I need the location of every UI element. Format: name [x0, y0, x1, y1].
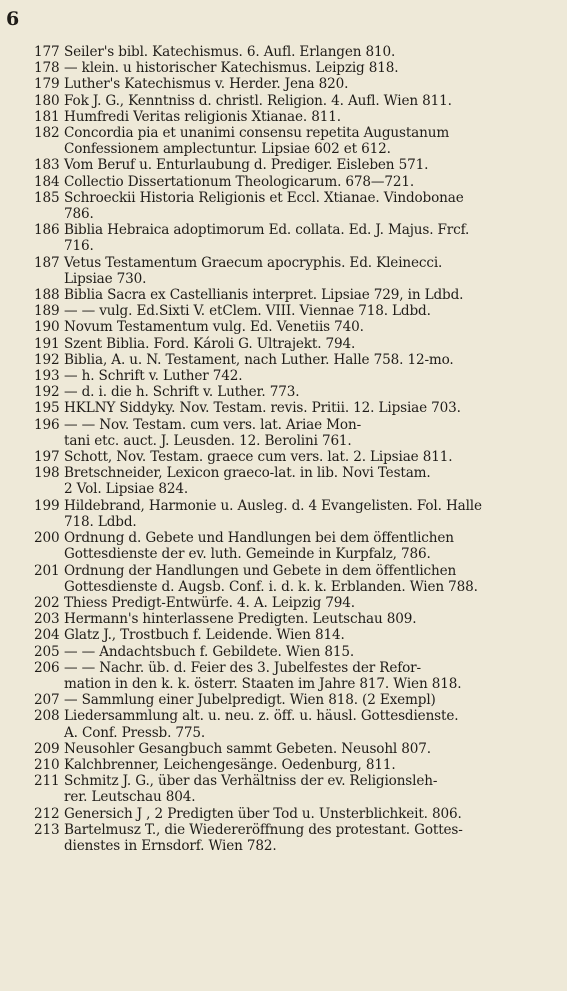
catalog-entry	[34, 757, 554, 773]
entry-number: 206	[34, 659, 60, 676]
entry-text: Thiess Predigt-Entwürfe. 4. A. Leipzig 794.	[64, 594, 355, 611]
catalog-entry	[34, 773, 554, 805]
entry-number: 184	[34, 173, 60, 190]
entry-number: 192	[34, 351, 60, 368]
entry-text: Luther's Katechismus v. Herder. Jena 820.	[64, 76, 349, 93]
entry-text: — — Nachr. üb. d. Feier des 3. Jubelfestes der Refor- mation in den k. k. österr. Staaten im Jahre 817. Wien 818.	[64, 659, 462, 692]
catalog-entry	[34, 692, 554, 708]
catalog-entry	[34, 319, 554, 335]
entry-text: Concordia pia et unanimi consensu repetita Augustanum Confessionem amplectuntur. Lipsiae 602 et 612.	[64, 125, 450, 158]
entry-text: Vetus Testamentum Graecum apocryphis. Ed. Kleinecci. Lipsiae 730.	[64, 254, 443, 287]
entry-number: 192	[34, 384, 60, 401]
page-number: 6	[6, 8, 20, 30]
catalog-entry	[34, 530, 554, 562]
entry-text: Humfredi Veritas religionis Xtianae. 811.	[64, 108, 341, 125]
entry-number: 189	[34, 303, 60, 320]
entry-text: — — Andachtsbuch f. Gebildete. Wien 815.	[64, 643, 355, 660]
entry-text: — d. i. die h. Schrift v. Luther. 773.	[64, 384, 300, 401]
entry-text: Schmitz J. G., über das Verhältniss der ev. Religionsleh- rer. Leutschau 804.	[64, 773, 438, 806]
entry-text: Seiler's bibl. Katechismus. 6. Aufl. Erlangen 810.	[64, 44, 396, 60]
catalog-entry	[34, 303, 554, 319]
entry-text: Ordnung der Handlungen und Gebete in dem öffentlichen Gottesdienste d. Augsb. Conf. i. d. k. k. Erblanden. Wien 788.	[64, 562, 478, 595]
catalog-entry	[34, 190, 554, 222]
catalog-entry	[34, 741, 554, 757]
catalog-entry	[34, 465, 554, 497]
catalog-entry	[34, 806, 554, 822]
entry-number: 208	[34, 708, 60, 725]
entry-number: 179	[34, 76, 60, 93]
catalog-entry	[34, 222, 554, 254]
entry-number: 205	[34, 643, 60, 660]
entry-number: 210	[34, 756, 60, 773]
entry-number: 207	[34, 692, 60, 709]
entry-number: 177	[34, 44, 60, 60]
entry-number: 193	[34, 368, 60, 385]
catalog-entry	[34, 611, 554, 627]
entry-number: 209	[34, 740, 60, 757]
catalog-entry	[34, 287, 554, 303]
entry-number: 197	[34, 449, 60, 466]
entry-number: 199	[34, 497, 60, 514]
entry-number: 180	[34, 92, 60, 109]
entry-text: — — Nov. Testam. cum vers. lat. Ariae Mon- tani etc. auct. J. Leusden. 12. Berolini 761.	[64, 416, 362, 449]
entry-text: Glatz J., Trostbuch f. Leidende. Wien 814.	[64, 627, 345, 644]
entry-number: 182	[34, 125, 60, 142]
catalog-entry	[34, 595, 554, 611]
catalog-entry	[34, 76, 554, 92]
entry-text: Vom Beruf u. Enturlaubung d. Prediger. Eisleben 571.	[64, 157, 429, 174]
entry-text: Novum Testamentum vulg. Ed. Venetiis 740.	[64, 319, 364, 336]
catalog-entry	[34, 627, 554, 643]
catalog-entry	[34, 157, 554, 173]
entry-text: Biblia Hebraica adoptimorum Ed. collata. Ed. J. Majus. Frcf. 716.	[64, 222, 470, 255]
entry-number: 213	[34, 821, 60, 838]
entry-text: Collectio Dissertationum Theologicarum. 678—721.	[64, 173, 415, 190]
catalog-entry	[34, 400, 554, 416]
catalog-entry	[34, 449, 554, 465]
entry-text: Ordnung d. Gebete und Handlungen bei dem öffentlichen Gottesdienste der ev. luth. Gemeinde in Kurpfalz, 786.	[64, 530, 454, 563]
entry-text: Hildebrand, Harmonie u. Ausleg. d. 4 Evangelisten. Fol. Halle 718. Ldbd.	[64, 497, 482, 530]
entry-number: 188	[34, 287, 60, 304]
entry-text: Biblia Sacra ex Castellianis interpret. Lipsiae 729, in Ldbd.	[64, 287, 464, 304]
entry-number: 211	[34, 773, 60, 790]
entry-number: 185	[34, 189, 60, 206]
entry-number: 191	[34, 335, 60, 352]
catalog-entry	[34, 336, 554, 352]
catalog-entry	[34, 660, 554, 692]
entry-text: — h. Schrift v. Luther 742.	[64, 368, 243, 385]
entry-text: Liedersammlung alt. u. neu. z. öff. u. häusl. Gottesdienste. A. Conf. Pressb. 775.	[64, 708, 459, 741]
catalog-entry	[34, 44, 554, 60]
entry-text: HKLNY Siddyky. Nov. Testam. revis. Pritii. 12. Lipsiae 703.	[64, 400, 461, 417]
entry-text: Biblia, A. u. N. Testament, nach Luther. Halle 758. 12-mo.	[64, 351, 454, 368]
catalog-entry	[34, 498, 554, 530]
entry-number: 178	[34, 60, 60, 77]
catalog-entry	[34, 417, 554, 449]
catalog-entry	[34, 174, 554, 190]
catalog-entry	[34, 644, 554, 660]
catalog-entry	[34, 368, 554, 384]
entry-number: 212	[34, 805, 60, 822]
entry-text: — Sammlung einer Jubelpredigt. Wien 818. (2 Exempl)	[64, 692, 436, 709]
entry-number: 187	[34, 254, 60, 271]
entry-text: Schott, Nov. Testam. graece cum vers. lat. 2. Lipsiae 811.	[64, 449, 453, 466]
entry-number: 183	[34, 157, 60, 174]
catalog-entry	[34, 255, 554, 287]
entry-number: 200	[34, 530, 60, 547]
entry-number: 202	[34, 594, 60, 611]
entry-text: — klein. u historischer Katechismus. Leipzig 818.	[64, 60, 399, 77]
entry-text: Fok J. G., Kenntniss d. christl. Religion. 4. Aufl. Wien 811.	[64, 92, 452, 109]
entry-number: 190	[34, 319, 60, 336]
entry-text: Szent Biblia. Ford. Károli G. Ultrajekt. 794.	[64, 335, 356, 352]
catalog-entry	[34, 384, 554, 400]
entry-text: Bartelmusz T., die Wiedereröffnung des protestant. Gottes- dienstes in Ernsdorf. Wien 782.	[64, 821, 463, 854]
entry-text: Schroeckii Historia Religionis et Eccl. Xtianae. Vindobonae 786.	[64, 189, 464, 223]
entry-text: — — vulg. Ed.Sixti V. etClem. VIII. Viennae 718. Ldbd.	[64, 303, 431, 320]
entry-text: Neusohler Gesangbuch sammt Gebeten. Neusohl 807.	[64, 740, 431, 757]
entry-number: 195	[34, 400, 60, 417]
entry-number: 201	[34, 562, 60, 579]
entry-number: 204	[34, 627, 60, 644]
entry-text: Genersich J , 2 Predigten über Tod u. Unsterblichkeit. 806.	[64, 805, 462, 822]
catalog-entry	[34, 708, 554, 740]
entry-number: 181	[34, 108, 60, 125]
entry-text: Bretschneider, Lexicon graeco-lat. in lib. Novi Testam. 2 Vol. Lipsiae 824.	[64, 465, 431, 498]
entry-number: 203	[34, 611, 60, 628]
entry-text: Kalchbrenner, Leichengesänge. Oedenburg, 811.	[64, 756, 396, 773]
catalog-entry-list	[34, 44, 554, 854]
catalog-entry	[34, 822, 554, 854]
entry-text: Hermann's hinterlassene Predigten. Leutschau 809.	[64, 611, 417, 628]
entry-number: 198	[34, 465, 60, 482]
catalog-entry	[34, 352, 554, 368]
catalog-entry	[34, 93, 554, 109]
catalog-entry	[34, 125, 554, 157]
catalog-entry	[34, 563, 554, 595]
catalog-entry	[34, 60, 554, 76]
catalog-entry	[34, 109, 554, 125]
entry-number: 196	[34, 416, 60, 433]
entry-number: 186	[34, 222, 60, 239]
